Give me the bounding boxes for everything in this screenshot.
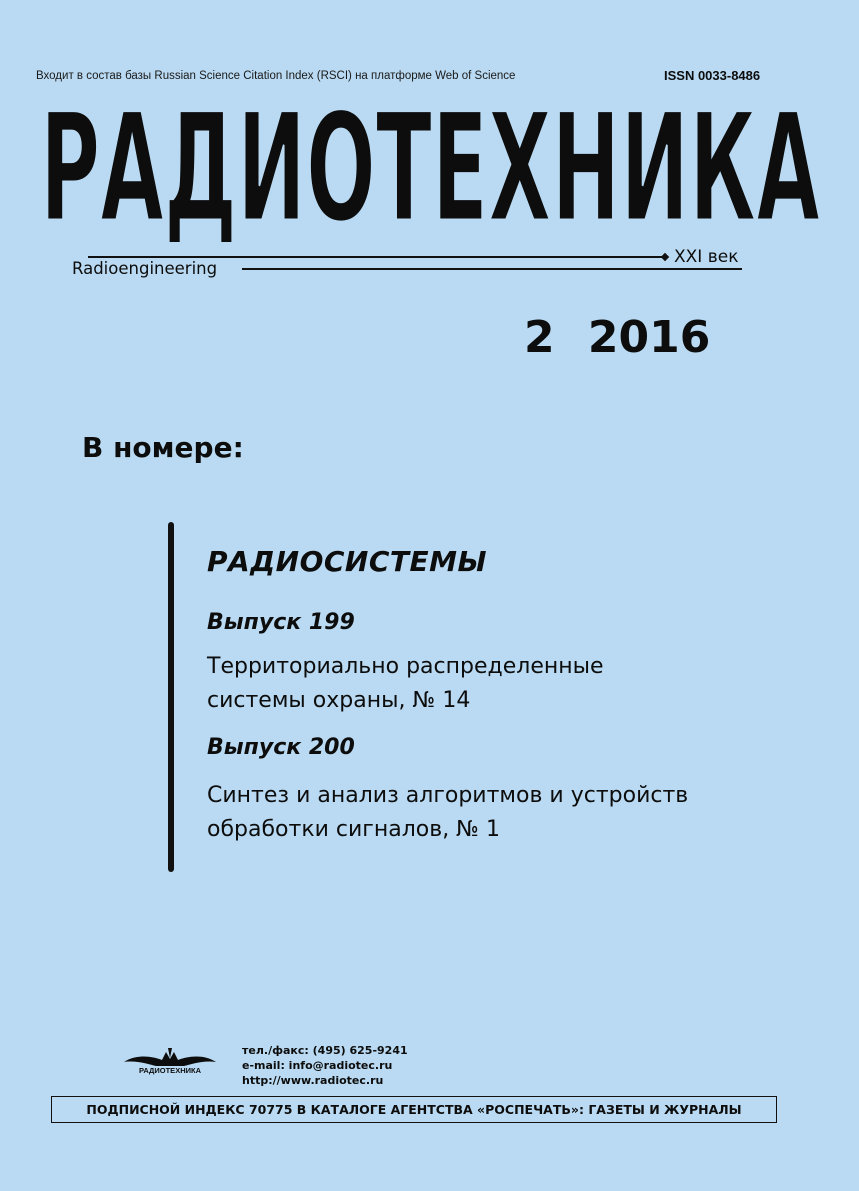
release-200-description xyxy=(207,779,688,847)
masthead-century: XXI век xyxy=(674,247,739,267)
issue-number: 2 2016 xyxy=(524,312,711,363)
masthead-subtitle: Radioengineering xyxy=(72,259,218,278)
release-200-line-2: обработки сигналов, № 1 xyxy=(207,817,501,842)
publisher-contacts xyxy=(242,1043,408,1088)
section-title: РАДИОСИСТЕМЫ xyxy=(207,545,487,578)
release-200-line-1: Синтез и анализ алгоритмов и устройств xyxy=(207,783,689,808)
subscription-index-box: ПОДПИСНОЙ ИНДЕКС 70775 В КАТАЛОГЕ АГЕНТСТВА «РОСПЕЧАТЬ»: ГАЗЕТЫ И ЖУРНАЛЫ xyxy=(51,1096,777,1123)
release-199-line-1: Территориально распределенные xyxy=(207,654,604,679)
contact-email[interactable]: e-mail: info@radiotec.ru xyxy=(242,1059,393,1072)
contact-website[interactable]: http://www.radiotec.ru xyxy=(242,1074,384,1087)
masthead-rule-arrow xyxy=(661,253,669,261)
contents-heading: В номере: xyxy=(82,431,244,464)
publisher-logo-text: РАДИОТЕХНИКА xyxy=(139,1066,201,1075)
masthead-rule-bottom xyxy=(242,268,742,270)
release-200-label: Выпуск 200 xyxy=(207,735,355,760)
indexing-note: Входит в состав базы Russian Science Citation Index (RSCI) на платформе Web of Science xyxy=(36,70,516,82)
release-199-description xyxy=(207,650,604,718)
masthead-title: РАДИОТЕХНИКА xyxy=(40,86,820,246)
contact-phone: тел./факс: (495) 625-9241 xyxy=(242,1044,408,1057)
masthead-rule-top xyxy=(88,256,664,258)
release-199-label: Выпуск 199 xyxy=(207,610,355,635)
masthead-logo xyxy=(40,86,820,246)
release-199-line-2: системы охраны, № 14 xyxy=(207,688,471,713)
contents-accent-bar xyxy=(168,522,174,872)
issn-number: ISSN 0033-8486 xyxy=(664,68,761,83)
